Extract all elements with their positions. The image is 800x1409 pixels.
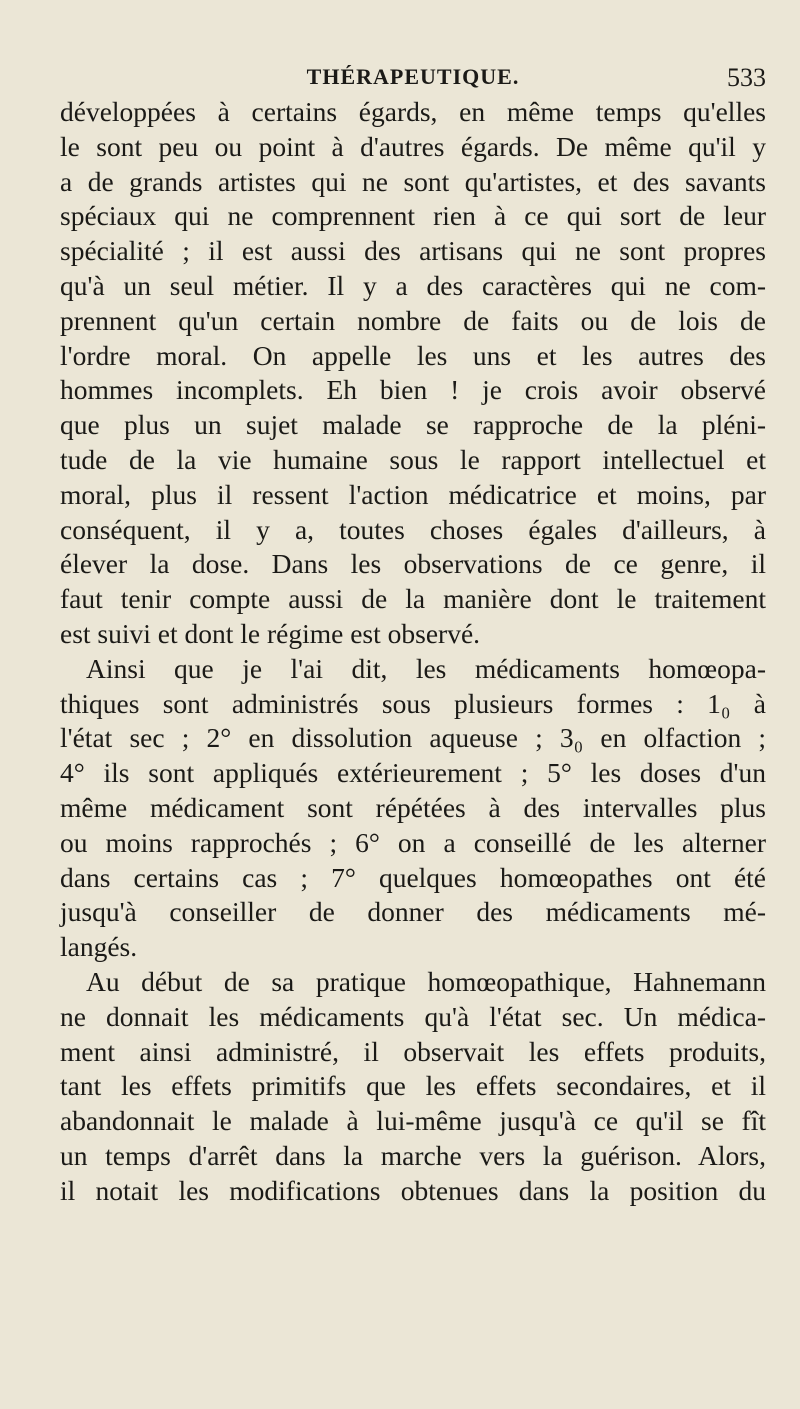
text-line: un temps d'arrêt dans la marche vers la guérison. Alors, [60, 1139, 766, 1171]
text-line: Au début de sa pratique homœopathique, Hahnemann [86, 965, 766, 997]
text-line: ment ainsi administré, il observait les effets produits, [60, 1035, 766, 1067]
text-line: est suivi et dont le régime est observé. [60, 617, 481, 649]
text-line: a de grands artistes qui ne sont qu'artistes, et des savants [60, 165, 766, 197]
text-line: thiques sont administrés sous plusieurs formes : 1₀ à [60, 687, 766, 719]
text-line: que plus un sujet malade se rapproche de la pléni- [60, 409, 766, 441]
text-line: ne donnait les médicaments qu'à l'état sec. Un médica- [60, 1000, 766, 1032]
text-line: élever la dose. Dans les observations de ce genre, il [60, 548, 766, 580]
text-line: ou moins rapprochés ; 6° on a conseillé de les alterner [60, 826, 766, 858]
text-line: l'état sec ; 2° en dissolution aqueuse ; 3₀ en olfaction ; [60, 722, 766, 754]
text-line: spéciaux qui ne comprennent rien à ce qui sort de leur [60, 200, 766, 232]
text-line: prennent qu'un certain nombre de faits ou de lois de [60, 304, 766, 336]
text-line: dans certains cas ; 7° quelques homœopathes ont été [60, 861, 766, 893]
text-line: tude de la vie humaine sous le rapport intellectuel et [60, 443, 766, 475]
text-line: l'ordre moral. On appelle les uns et les autres des [60, 339, 766, 371]
text-line: développées à certains égards, en même temps qu'elles [60, 96, 766, 127]
text-line: qu'à un seul métier. Il y a des caractères qui ne com- [60, 269, 766, 301]
page-header [60, 64, 766, 94]
paragraph-2 [60, 652, 766, 965]
page-number: 533 [727, 63, 766, 92]
running-title: THÉRAPEUTIQUE. [306, 64, 520, 89]
text-line: le sont peu ou point à d'autres égards. De même qu'il y [60, 130, 766, 162]
text-line: hommes incomplets. Eh bien ! je crois avoir observé [60, 374, 766, 406]
body-text [60, 95, 766, 1209]
text-line: moral, plus il ressent l'action médicatrice et moins, par [60, 478, 766, 510]
text-line: langés. [60, 931, 138, 963]
text-line: abandonnait le malade à lui-même jusqu'à ce qu'il se fît [60, 1105, 766, 1137]
text-line: faut tenir compte aussi de la manière dont le traitement [60, 583, 766, 615]
text-line: tant les effets primitifs que les effets secondaires, et il [60, 1070, 766, 1102]
text-line: Ainsi que je l'ai dit, les médicaments homœopa- [86, 652, 766, 684]
paragraph-1 [60, 95, 766, 652]
text-line: il notait les modifications obtenues dans la position du [60, 1174, 766, 1206]
text-line: jusqu'à conseiller de donner des médicaments mé- [60, 896, 766, 928]
text-line: 4° ils sont appliqués extérieurement ; 5° les doses d'un [60, 757, 766, 789]
text-line: conséquent, il y a, toutes choses égales d'ailleurs, à [60, 513, 766, 545]
text-line: même médicament sont répétées à des intervalles plus [60, 791, 766, 823]
text-line: spécialité ; il est aussi des artisans qui ne sont propres [60, 235, 766, 267]
paragraph-3 [60, 965, 766, 1209]
